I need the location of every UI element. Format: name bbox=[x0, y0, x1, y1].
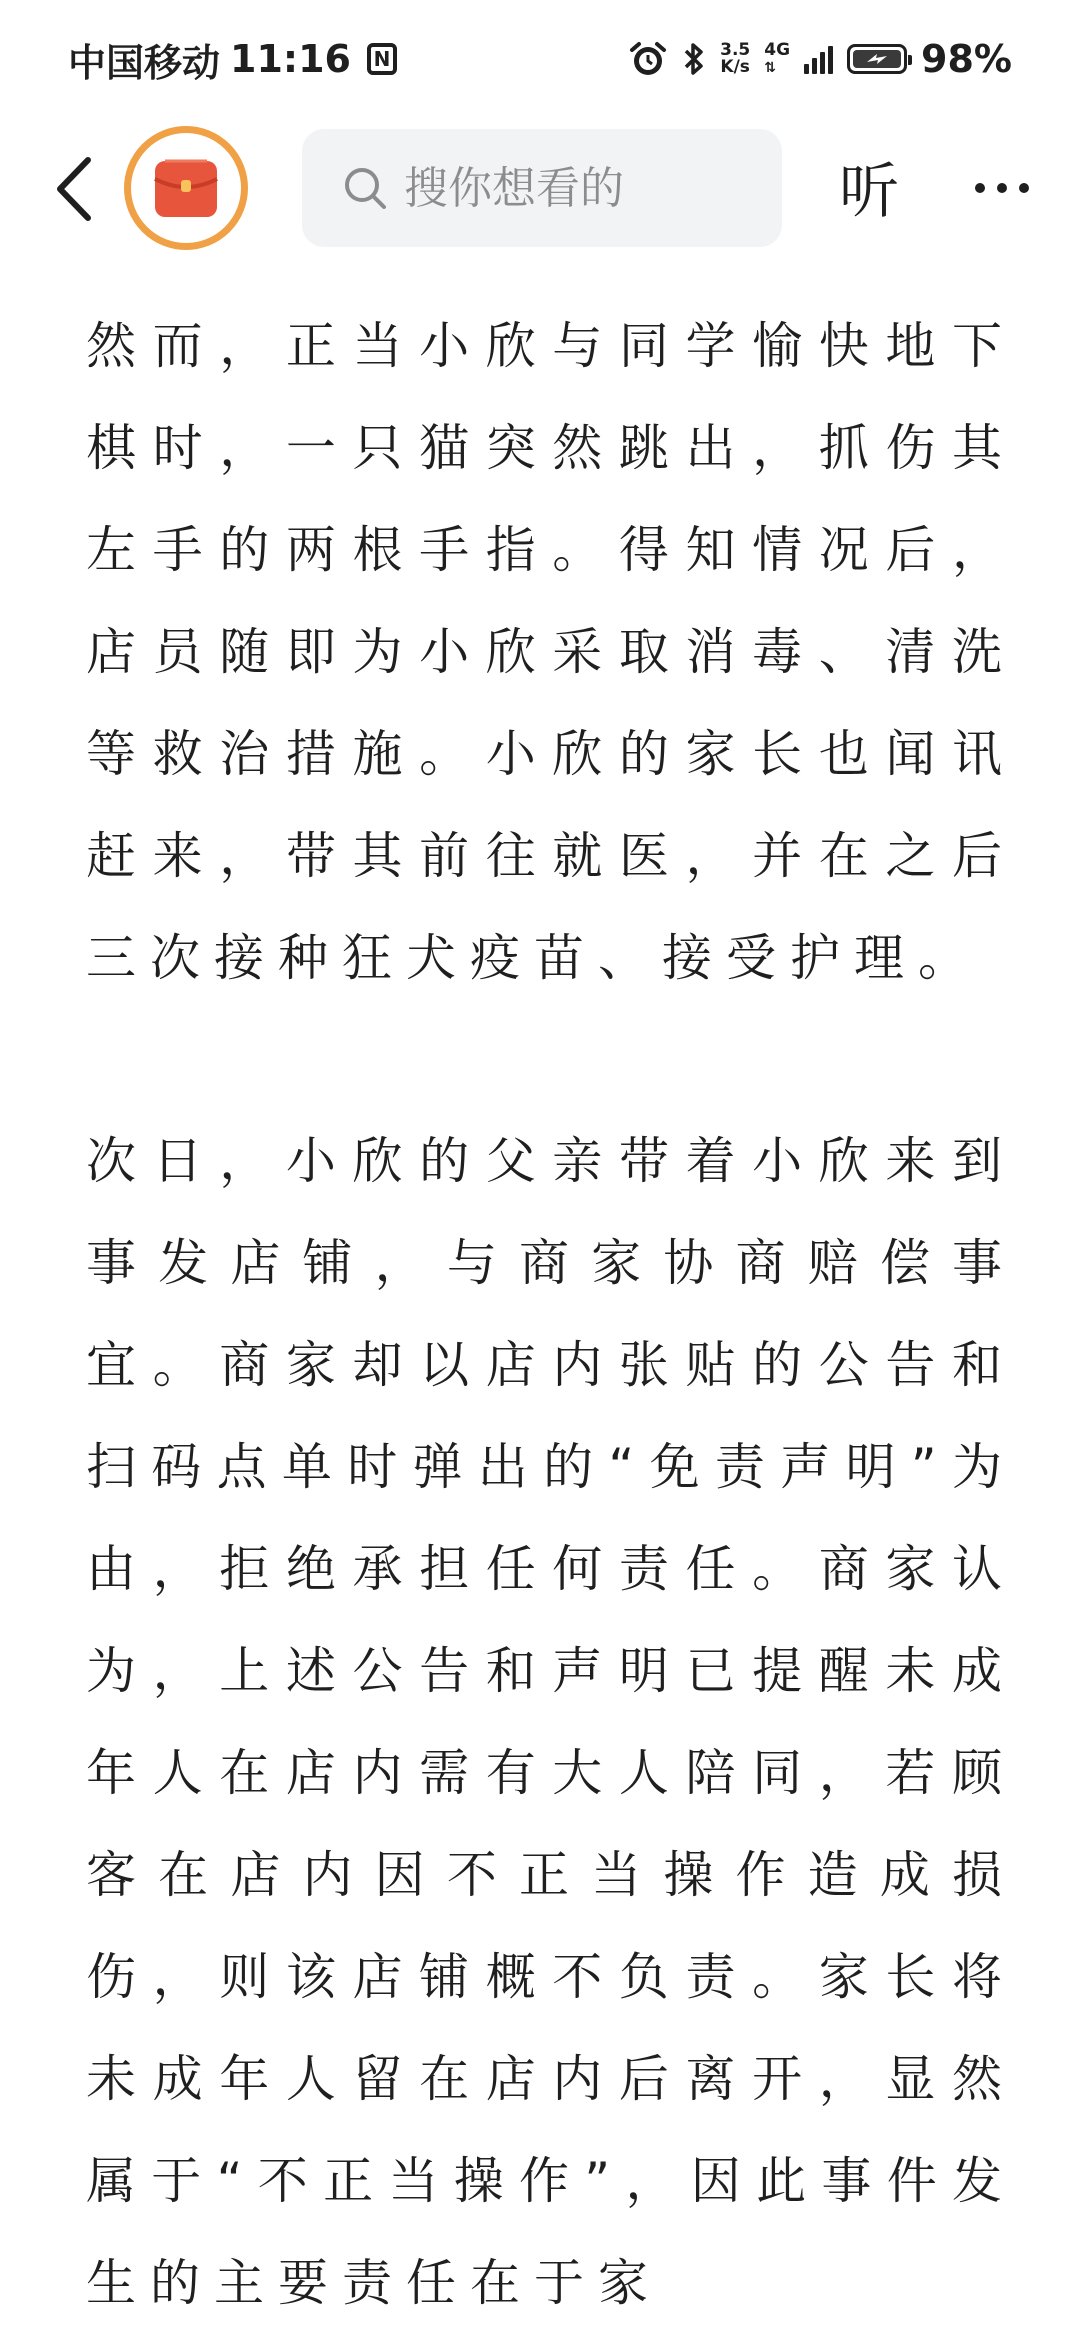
network-speed-value: 3.5 bbox=[720, 40, 751, 60]
more-button[interactable] bbox=[962, 148, 1042, 228]
chevron-left-icon bbox=[54, 156, 94, 222]
clock: 11:16 bbox=[230, 37, 351, 81]
red-envelope-icon bbox=[151, 155, 221, 221]
bluetooth-icon bbox=[682, 41, 706, 77]
account-avatar[interactable] bbox=[124, 126, 248, 250]
search-box[interactable] bbox=[302, 129, 782, 247]
data-arrows-icon: ⇅ bbox=[764, 60, 776, 76]
back-button[interactable] bbox=[44, 152, 104, 226]
nfc-icon: N bbox=[367, 43, 397, 75]
search-input[interactable] bbox=[404, 163, 764, 214]
article-paragraph: 然而，正当小欣与同学愉快地下棋时，一只猫突然跳出，抓伤其左手的两根手指。得知情况后，店员随即为小欣采取消毒、清洗等救治措施。小欣的家长也闻讯赶来，带其前往就医，并在之后三次接种狂犬疫苗、接受护理。 bbox=[86, 317, 1016, 987]
article-paragraph: 次日，小欣的父亲带着小欣来到事发店铺，与商家协商赔偿事宜。商家却以店内张贴的公告和扫码点单时弹出的“免责声明”为由，拒绝承担任何责任。商家认为，上述公告和声明已提醒未成年人在店内需有大人陪同，若顾客在店内因不正当操作造成损伤，则该店铺概不负责。家长将未成年人留在店内后离开，显然属于“不正当操作”，因此事件发生的主要责任在于家 bbox=[86, 1132, 1016, 2312]
signal-icon bbox=[804, 44, 833, 74]
status-right bbox=[628, 37, 1012, 81]
network-type bbox=[764, 41, 790, 77]
battery-percent: 98% bbox=[921, 37, 1012, 81]
top-nav bbox=[0, 118, 1080, 258]
carrier-name: 中国移动 bbox=[68, 40, 221, 85]
alarm-clock-icon bbox=[628, 40, 668, 78]
network-speed bbox=[720, 42, 750, 76]
listen-button[interactable]: 听 bbox=[839, 157, 899, 227]
search-icon bbox=[342, 165, 388, 211]
network-speed-unit: K/s bbox=[720, 57, 750, 77]
more-dots-icon bbox=[972, 182, 1032, 194]
status-left bbox=[68, 32, 397, 87]
battery-icon bbox=[847, 44, 907, 74]
status-bar bbox=[0, 0, 1080, 118]
network-type-label: 4G bbox=[764, 40, 791, 60]
